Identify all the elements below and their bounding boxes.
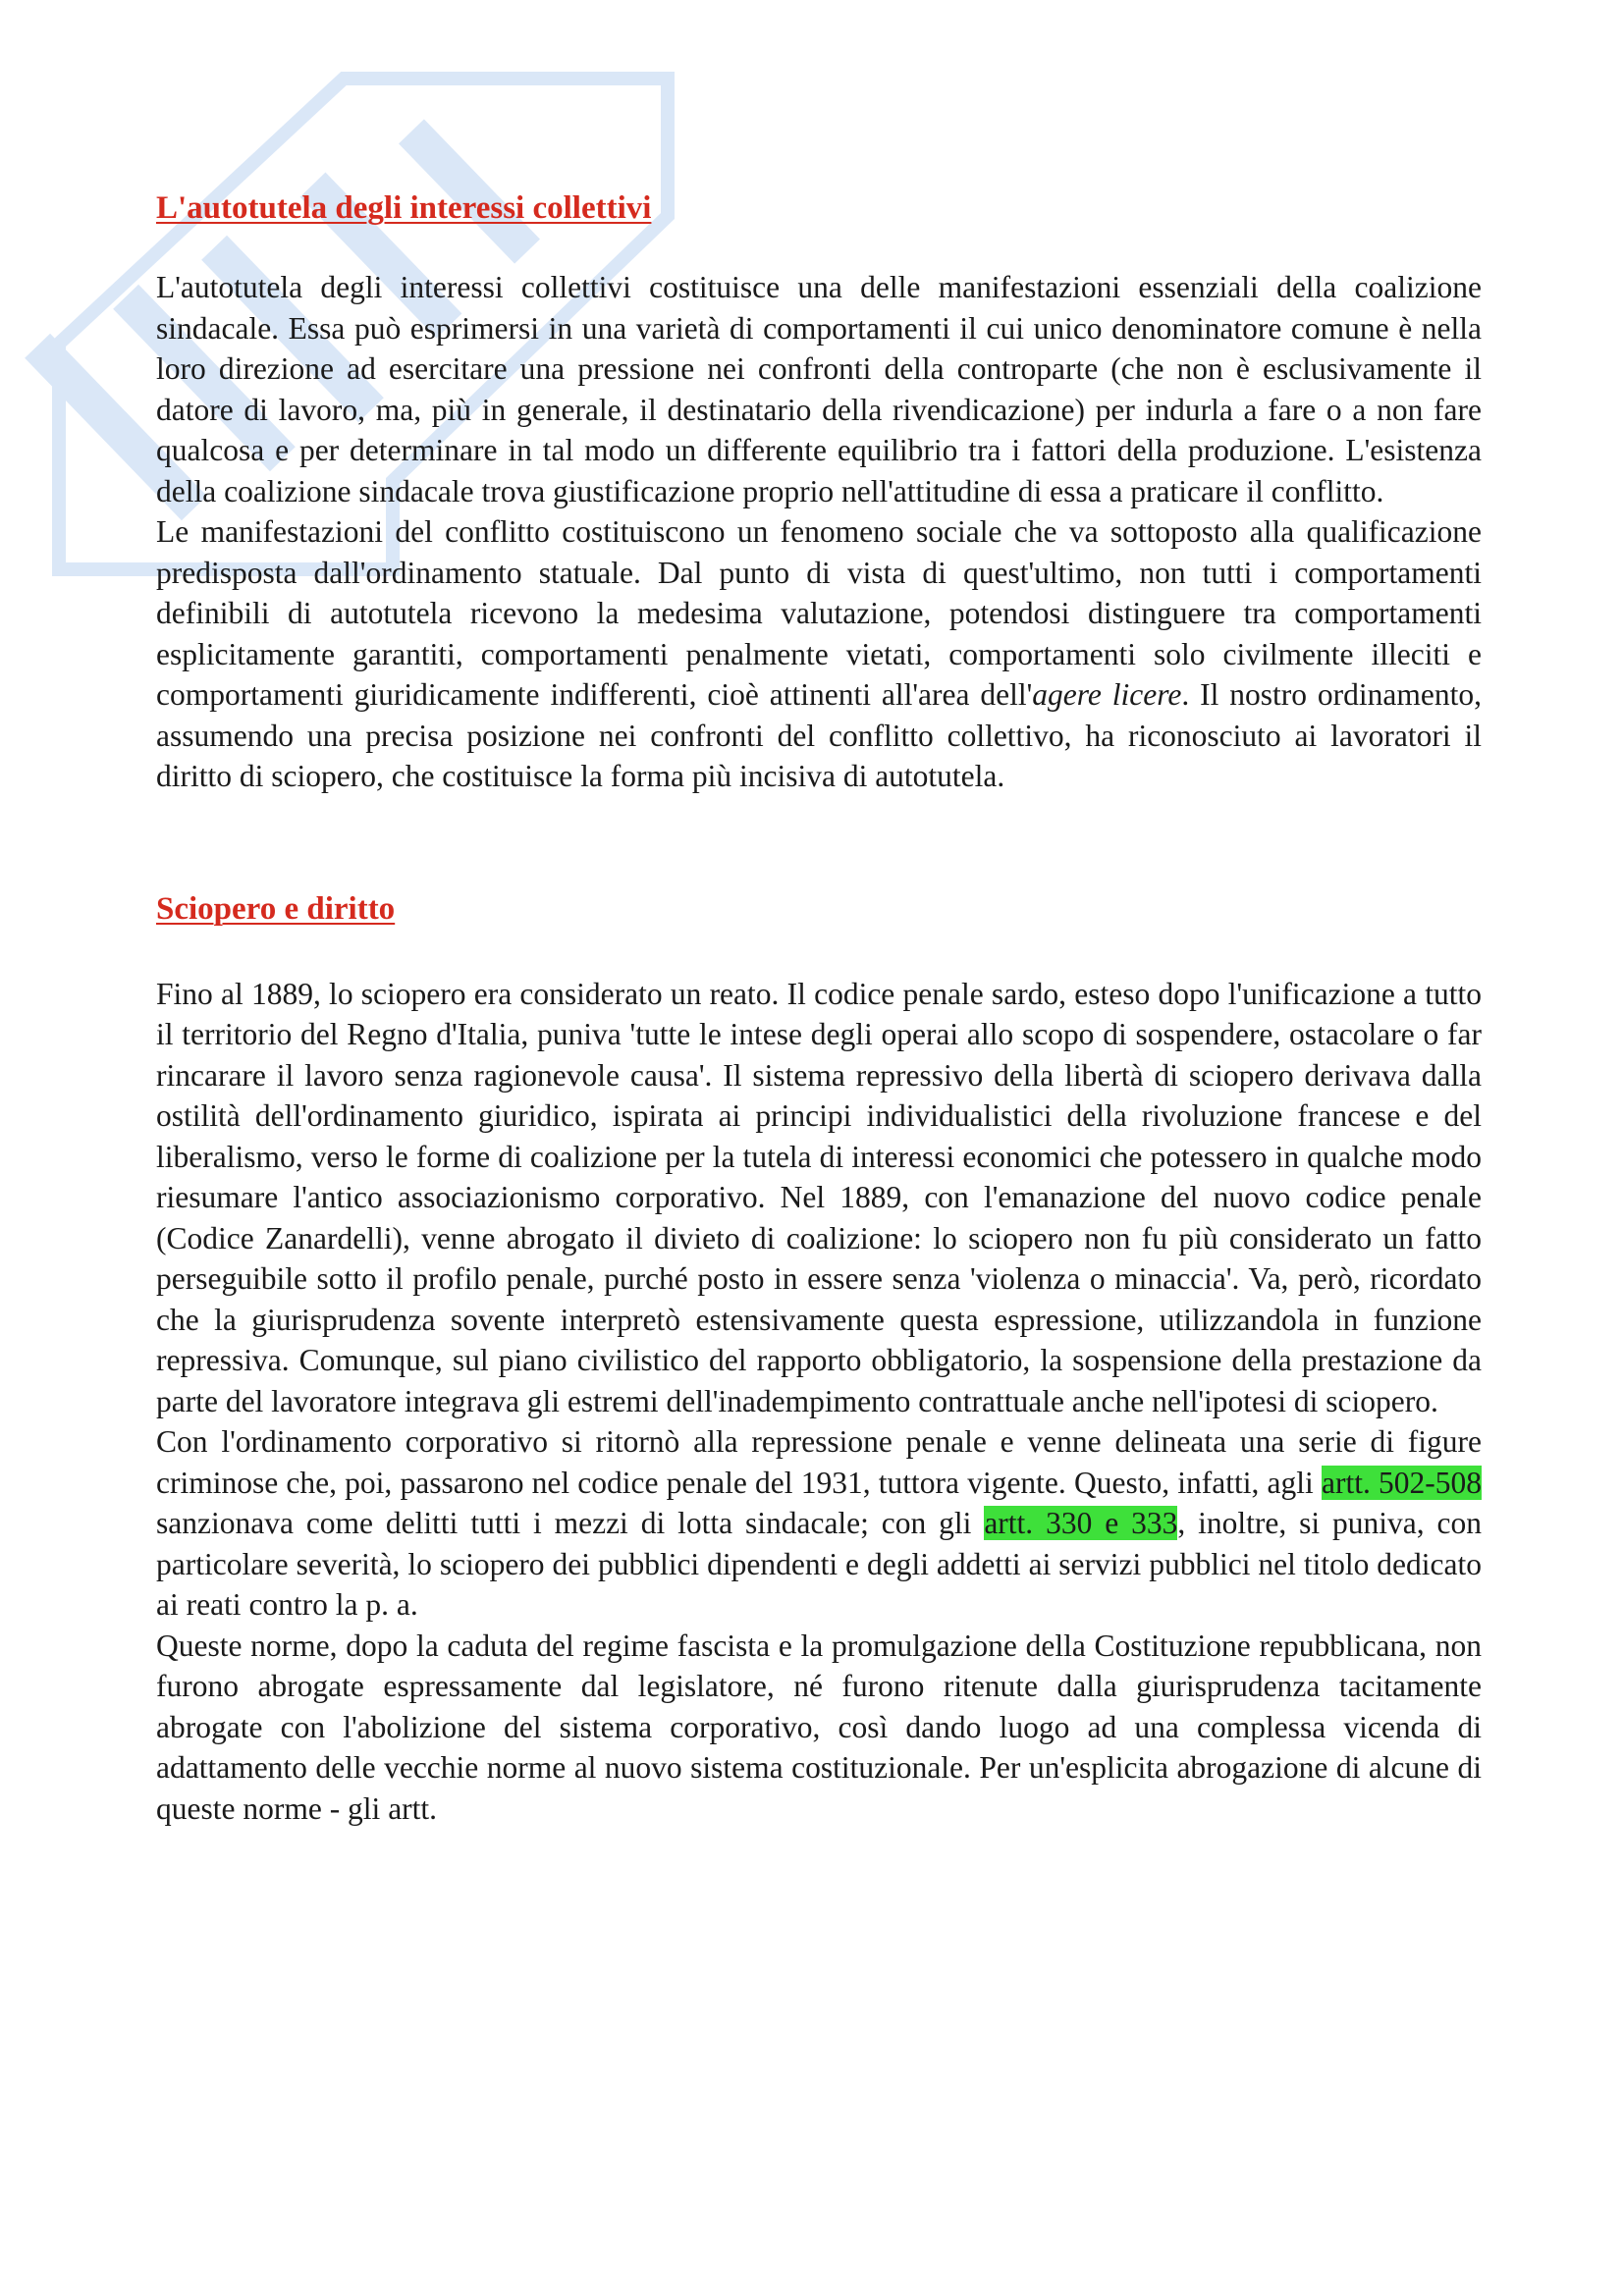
highlighted-reference: artt. 330 e 333 (984, 1506, 1178, 1540)
document-page (156, 187, 1482, 1829)
paragraph-sciopero-1: Fino al 1889, lo sciopero era considerato un reato. Il codice penale sardo, esteso dopo l'unificazione a tutto il territorio del Regno d'Italia, puniva 'tutte le intese degli operai allo scopo di sospendere, ostacolare o far rincarare il lavoro senza ragionevole causa'. Il sistema repressivo della libertà di sciopero derivava dalla ostilità dell'ordinamento giuridico, ispirata ai principi individualistici della rivoluzione francese e del liberalismo, verso le forme di coalizione per la tutela di interessi economici che potessero in qualche modo riesumare l'antico associazionismo corporativo. Nel 1889, con l'emanazione del nuovo codice penale (Codice Zanardelli), venne abrogato il divieto di coalizione: lo sciopero non fu più considerato un fatto perseguibile sotto il profilo penale, purché posto in essere senza 'violenza o minaccia'. Va, però, ricordato che la giurisprudenza sovente interpretò estensivamente questa espressione, utilizzandola in funzione repressiva. Comunque, sul piano civilistico del rapporto obbligatorio, la sospensione della prestazione da parte del lavoratore integrava gli estremi dell'inadempimento contrattuale anche nell'ipotesi di sciopero. (156, 976, 1482, 1418)
paragraph-text: . Il nostro ordinamento, assumendo una precisa posizione nei confronti del conflitto collettivo, ha riconosciuto ai lavoratori il diritto di sciopero, che costituisce la forma più incisiva di autotutela. (156, 677, 1483, 793)
italic-term: agere licere (1032, 677, 1182, 712)
highlighted-reference: artt. 502-508 (1321, 1465, 1482, 1500)
paragraph-sciopero-2 (156, 1421, 1482, 1626)
paragraph-text: Con l'ordinamento corporativo si ritornò alla repressione penale e venne delineata una serie di figure criminose che, poi, passarono nel codice penale del 1931, tuttora vigente. Questo, infatti, agli (156, 1424, 1482, 1500)
section-heading-autotutela: L'autotutela degli interessi collettivi (156, 190, 652, 226)
paragraph-text: sanzionava come delitti tutti i mezzi di lotta sindacale; con gli (156, 1506, 985, 1540)
paragraph-text: Le manifestazioni del conflitto costituiscono un fenomeno sociale che va sottoposto alla qualificazione predisposta dall'ordinamento statuale. Dal punto di vista di quest'ultimo, non tutti i comportamenti definibili di autotutela ricevono la medesima valutazione, potendosi distinguere tra comportamenti esplicitamente garantiti, comportamenti penalmente vietati, comportamenti solo civilmente illeciti e comportamenti giuridicamente indifferenti, cioè attinenti all'area dell' (156, 514, 1482, 712)
paragraph-text: , inoltre, si puniva, con particolare severità, lo sciopero dei pubblici dipendenti e degli addetti ai servizi pubblici nel titolo dedicato ai reati contro la p. a. (156, 1506, 1482, 1622)
paragraph-sciopero-3: Queste norme, dopo la caduta del regime fascista e la promulgazione della Costituzione repubblicana, non furono abrogate espressamente dal legislatore, né furono ritenute dalla giurisprudenza tacitamente abrogate con l'abolizione del sistema corporativo, così dando luogo ad una complessa vicenda di adattamento delle vecchie norme al nuovo sistema costituzionale. Per un'esplicita abrogazione di alcune di queste norme - gli artt. (156, 1628, 1482, 1826)
paragraph-autotutela-2 (156, 511, 1482, 797)
paragraph-autotutela-1: L'autotutela degli interessi collettivi costituisce una delle manifestazioni essenziali della coalizione sindacale. Essa può esprimersi in una varietà di comportamenti il cui unico denominatore comune è nella loro direzione ad esercitare una pressione nei confronti della controparte (che non è esclusivamente il datore di lavoro, ma, più in generale, il destinatario della rivendicazione) per indurla a fare o a non fare qualcosa e per determinare in tal modo un differente equilibrio tra i fattori della produzione. L'esistenza della coalizione sindacale trova giustificazione proprio nell'attitudine di essa a praticare il conflitto. (156, 270, 1482, 508)
section-heading-sciopero: Sciopero e diritto (156, 890, 396, 927)
